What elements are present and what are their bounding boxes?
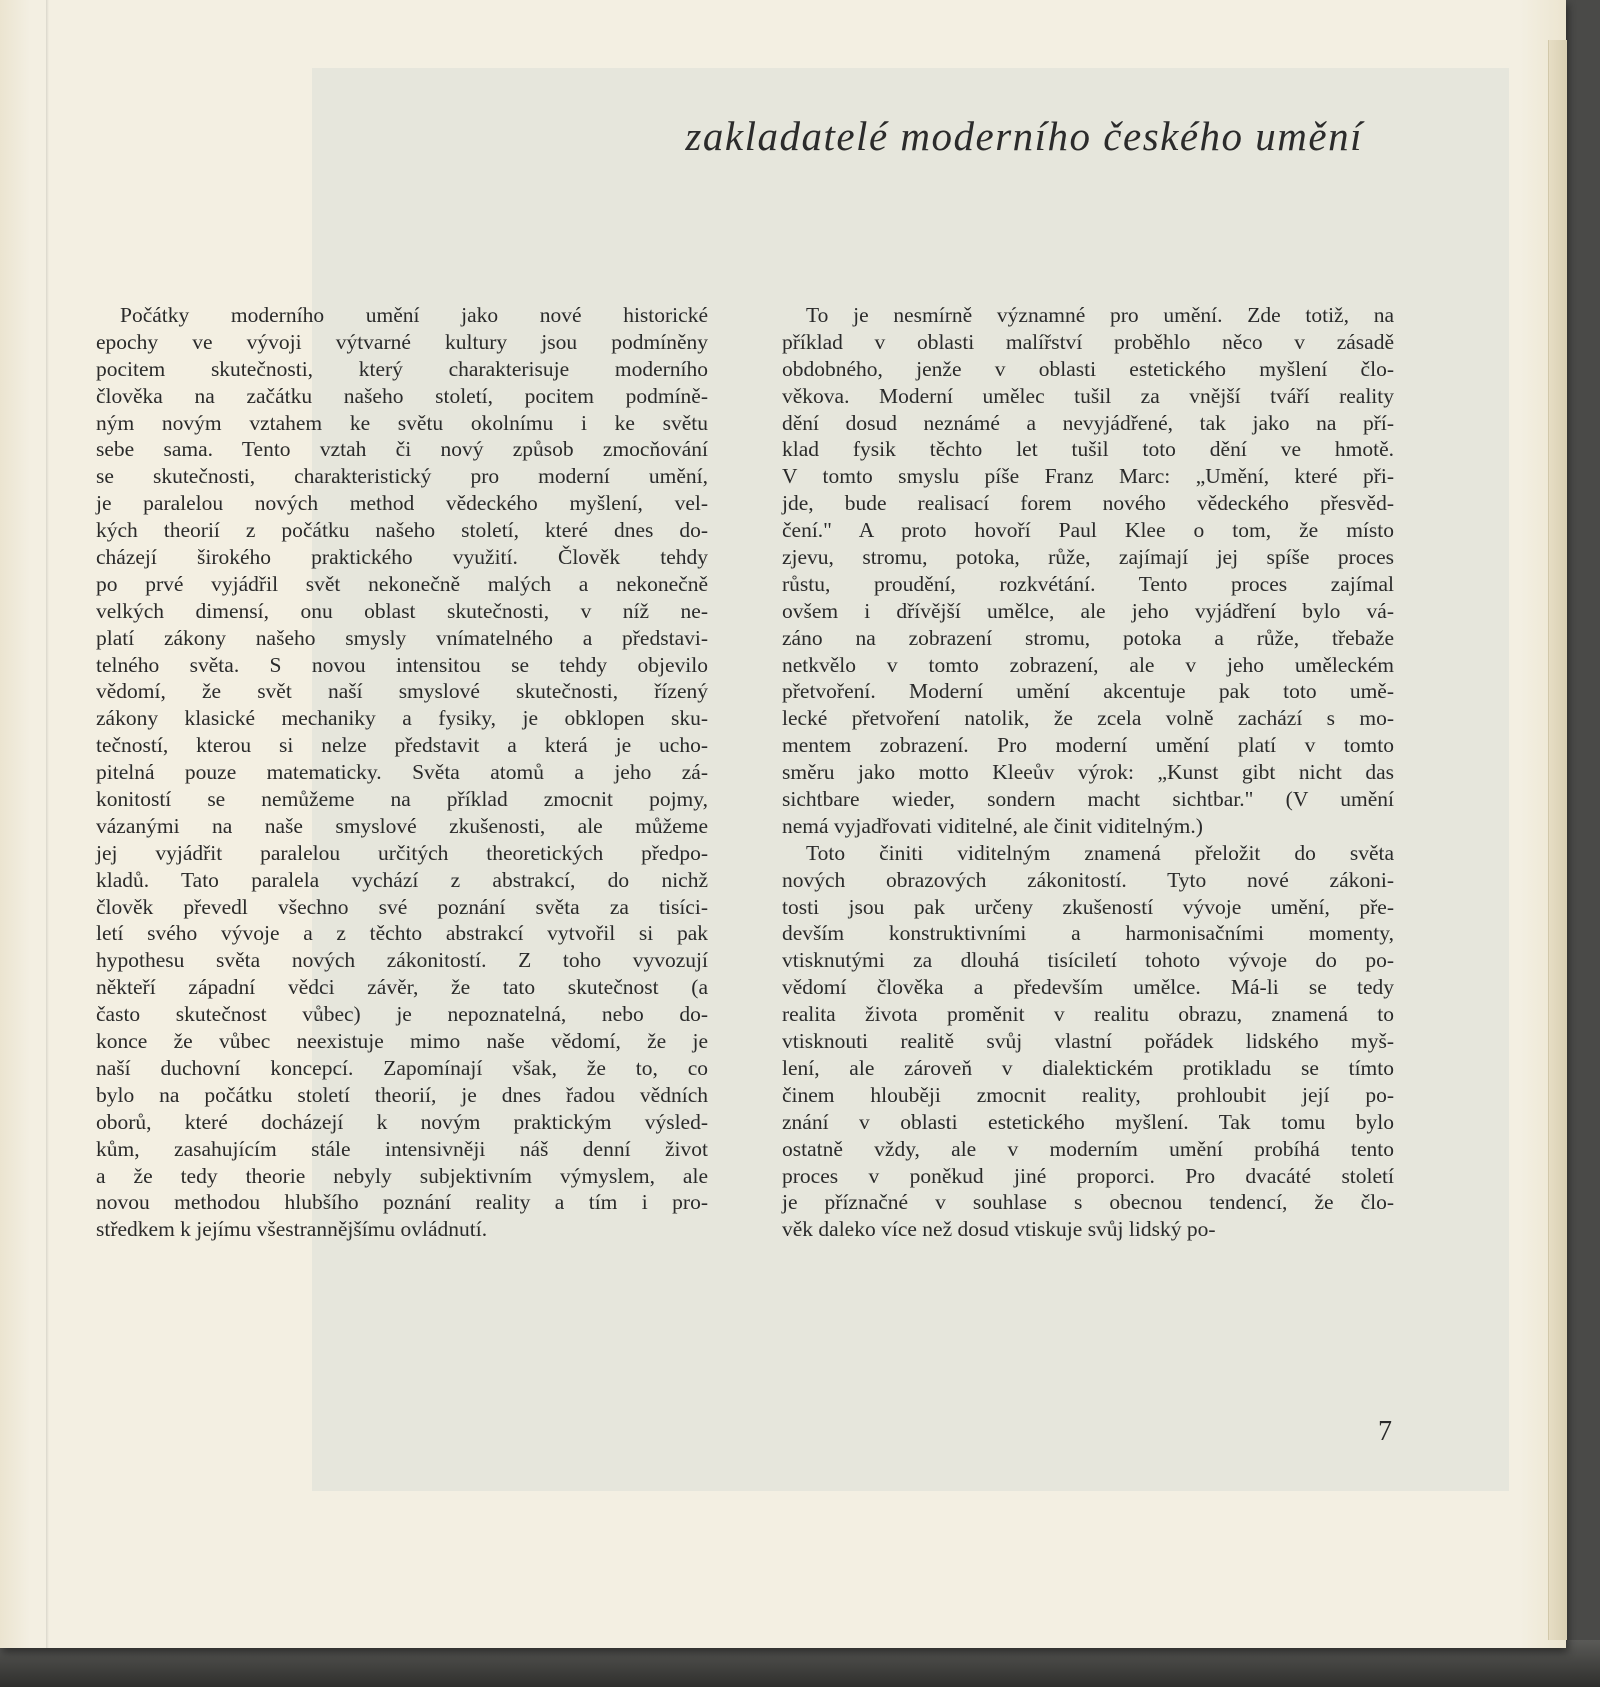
text-line: sebe sama. Tento vztah či nový způsob zmocňování bbox=[96, 437, 708, 462]
text-line: Toto činiti viditelným znamená přeložit do světa bbox=[806, 840, 1394, 865]
text-line: pocitem skutečnosti, který charakterisuje moderního bbox=[96, 356, 708, 381]
text-line: věk daleko více než dosud vtiskuje svůj lidský po- bbox=[782, 1217, 1216, 1242]
text-line: nových obrazových zákonitostí. Tyto nové zákoni- bbox=[782, 867, 1394, 892]
gutter-shadow bbox=[46, 0, 49, 1648]
text-line: a že tedy theorie nebyly subjektivním výmyslem, ale bbox=[96, 1163, 708, 1188]
text-line: netkvělo v tomto zobrazení, ale v jeho uměleckém bbox=[782, 652, 1394, 677]
text-line: čení." A proto hovoří Paul Klee o tom, že místo bbox=[782, 518, 1394, 543]
left-text-column bbox=[96, 302, 708, 1243]
text-line: V tomto smyslu píše Franz Marc: „Umění, které při- bbox=[782, 464, 1394, 489]
right-text-column bbox=[782, 302, 1394, 1243]
text-line: někteří západní vědci závěr, že tato skutečnost (a bbox=[96, 975, 708, 1000]
page-number: 7 bbox=[1378, 1416, 1392, 1447]
text-line: vázanými na naše smyslové zkušenosti, ale můžeme bbox=[96, 813, 708, 838]
text-line: zákony klasické mechaniky a fysiky, je obklopen sku- bbox=[96, 706, 708, 731]
text-line: po prvé vyjádřil svět nekonečně malých a nekonečně bbox=[96, 571, 708, 596]
text-line: věkova. Moderní umělec tušil za vnější tváří reality bbox=[782, 383, 1394, 408]
text-line: jej vyjádřit paralelou určitých theoretických předpo- bbox=[96, 840, 708, 865]
text-line: proces v poněkud jiné proporci. Pro dvacáté století bbox=[782, 1163, 1394, 1188]
text-line: letí svého vývoje a z těchto abstrakcí vytvořil si pak bbox=[96, 921, 708, 946]
text-line: kům, zasahujícím stále intensivněji náš denní život bbox=[96, 1136, 708, 1161]
text-line: směru jako motto Kleeův výrok: „Kunst gibt nicht das bbox=[782, 760, 1394, 785]
text-line: je příznačné v souhlase s obecnou tendencí, že člo- bbox=[782, 1190, 1394, 1215]
text-line: konitostí se nemůžeme na příklad zmocnit pojmy, bbox=[96, 787, 708, 812]
text-line: ným novým vztahem ke světu okolnímu i ke světu bbox=[96, 410, 708, 435]
text-line: středkem k jejímu všestrannějšímu ovládnutí. bbox=[96, 1217, 488, 1242]
text-line: ovšem i dřívější umělce, ale jeho vyjádření bylo vá- bbox=[782, 598, 1394, 623]
text-line: lecké přetvoření natolik, že zcela volně zachází s mo- bbox=[782, 706, 1394, 731]
text-line: telného světa. S novou intensitou se tehdy objevilo bbox=[96, 652, 708, 677]
text-line: novou methodou hlubšího poznání reality a tím i pro- bbox=[96, 1190, 708, 1215]
text-line: cházejí širokého praktického využití. Člověk tehdy bbox=[96, 545, 708, 570]
text-line: oborů, které docházejí k novým praktickým výsled- bbox=[96, 1109, 708, 1134]
text-line: realita života proměnit v realitu obrazu, znamená to bbox=[782, 1002, 1394, 1027]
text-line: znání v oblasti estetického myšlení. Tak tomu bylo bbox=[782, 1109, 1394, 1134]
text-line: konce že vůbec neexistuje mimo naše vědomí, že je bbox=[96, 1029, 708, 1054]
text-line: je paralelou nových method vědeckého myšlení, vel- bbox=[96, 491, 708, 516]
text-line: člověka na začátku našeho století, pocitem podmíně- bbox=[96, 383, 708, 408]
text-line: vědomí, že svět naší smyslové skutečnosti, řízený bbox=[96, 679, 708, 704]
text-line: se skutečnosti, charakteristický pro moderní umění, bbox=[96, 464, 708, 489]
text-line: vtisknutými za dlouhá tisíciletí tohoto vývoje do po- bbox=[782, 948, 1394, 973]
text-line: hypothesu světa nových zákonitostí. Z toho vyvozují bbox=[96, 948, 708, 973]
text-line: bylo na počátku století theorií, je dnes řadou vědních bbox=[96, 1082, 708, 1107]
text-line: pitelná pouze matematicky. Světa atomů a jeho zá- bbox=[96, 760, 708, 785]
text-line: kladů. Tato paralela vychází z abstrakcí, do nichž bbox=[96, 867, 708, 892]
text-line: člověk převedl všechno své poznání světa za tisíci- bbox=[96, 894, 708, 919]
text-line: tečností, kterou si nelze představit a která je ucho- bbox=[96, 733, 708, 758]
chapter-title: zakladatelé moderního českého umění bbox=[685, 113, 1363, 159]
text-line: sichtbare wieder, sondern macht sichtbar." (V umění bbox=[782, 787, 1394, 812]
text-line: velkých dimensí, onu oblast skutečnosti, v níž ne- bbox=[96, 598, 708, 623]
text-line: nemá vyjadřovati viditelné, ale činit viditelným.) bbox=[782, 813, 1203, 838]
text-line: vtisknouti realitě svůj vlastní pořádek lidského myš- bbox=[782, 1029, 1394, 1054]
text-line: obdobného, jenže v oblasti estetického myšlení člo- bbox=[782, 356, 1394, 381]
page-edge bbox=[1548, 40, 1567, 1640]
text-line: devším konstruktivními a harmonisačními momenty, bbox=[782, 921, 1394, 946]
text-line: mentem zobrazení. Pro moderní umění platí v tomto bbox=[782, 733, 1394, 758]
text-line: jde, bude realisací forem nového vědeckého přesvěd- bbox=[782, 491, 1394, 516]
text-line: kých theorií z počátku našeho století, které dnes do- bbox=[96, 518, 708, 543]
text-line: příklad v oblasti malířství proběhlo něco v zásadě bbox=[782, 329, 1394, 354]
text-line: To je nesmírně významné pro umění. Zde totiž, na bbox=[806, 303, 1394, 327]
text-line: růstu, proudění, rozkvétání. Tento proces zajímal bbox=[782, 571, 1394, 596]
text-line: přetvoření. Moderní umění akcentuje pak toto umě- bbox=[782, 679, 1394, 704]
text-line: dění dosud neznámé a nevyjádřené, tak jako na pří- bbox=[782, 410, 1394, 435]
text-line: tosti jsou pak určeny zkušeností vývoje umění, pře- bbox=[782, 894, 1394, 919]
text-line: ostatně vždy, ale v moderním umění probíhá tento bbox=[782, 1136, 1394, 1161]
text-line: platí zákony našeho smysly vnímatelného a představi- bbox=[96, 625, 708, 650]
text-line: klad fysik těchto let tušil toto dění ve hmotě. bbox=[782, 437, 1394, 462]
text-line: lení, ale zároveň v dialektickém protikladu se tímto bbox=[782, 1055, 1394, 1080]
text-line: zjevu, stromu, potoka, růže, zajímají jej spíše proces bbox=[782, 545, 1394, 570]
text-line: Počátky moderního umění jako nové historické bbox=[120, 303, 708, 327]
text-line: epochy ve vývoji výtvarné kultury jsou podmíněny bbox=[96, 329, 708, 354]
text-line: často skutečnost vůbec) je nepoznatelná, nebo do- bbox=[96, 1002, 708, 1027]
text-line: naší duchovní koncepcí. Zapomínají však, že to, co bbox=[96, 1055, 708, 1080]
text-line: činem hlouběji zmocnit reality, prohloubit její po- bbox=[782, 1082, 1394, 1107]
text-line: záno na zobrazení stromu, potoka a růže, třebaže bbox=[782, 625, 1394, 650]
text-line: vědomí člověka a především umělce. Má-li se tedy bbox=[782, 975, 1394, 1000]
